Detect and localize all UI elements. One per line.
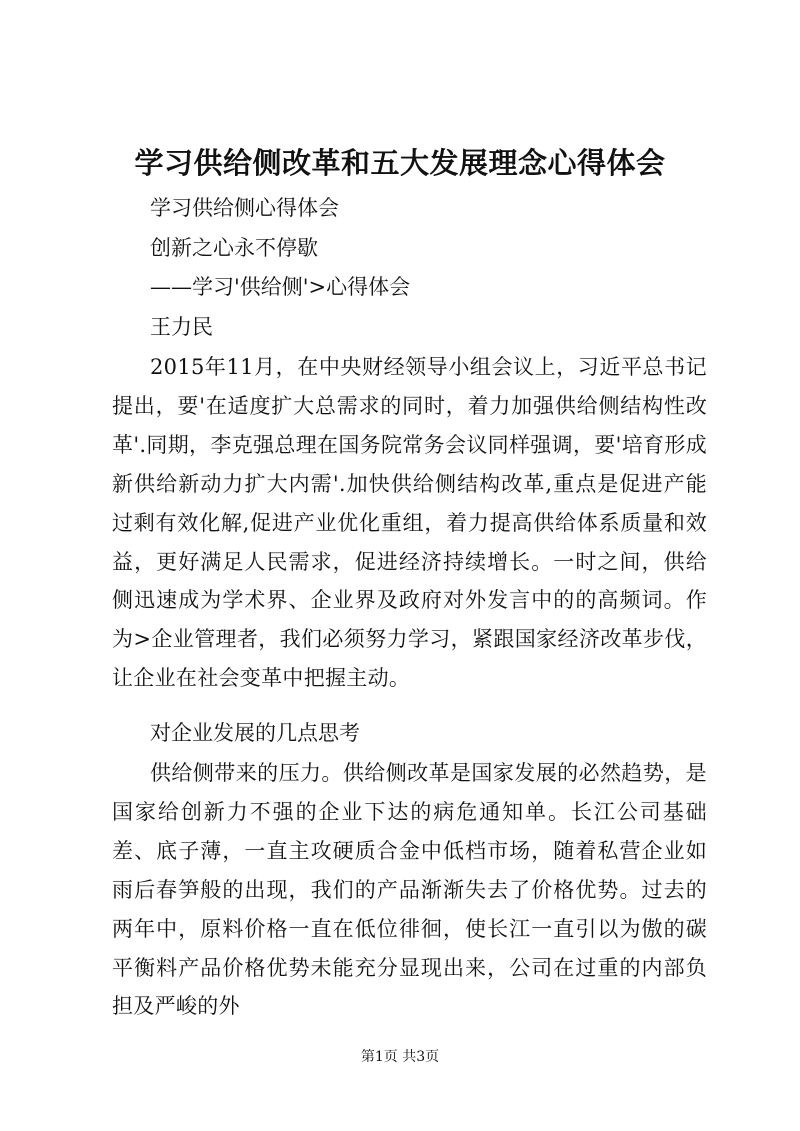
essay-subtitle-line: ——学习'供给侧'>心得体会 [150, 275, 411, 299]
author-line: 王力民 [150, 315, 213, 339]
body-paragraph: 供给侧带来的压力。供给侧改革是国家发展的必然趋势，是国家给创新力不强的企业下达的病危通知单。长江公司基础差、底子薄，一直主攻硬质合金中低档市场，随着私营企业如雨后春笋般的出现，我们的产品渐渐失去了价格优势。过去的两年中，原料价格一直在低位徘徊，使长江一直引以为傲的碳平衡料产品价格优势未能充分显现出来，公司在过重的内部负担及严峻的外 [112, 761, 707, 1019]
section-heading: 对企业发展的几点思考 [150, 721, 360, 745]
page-footer: 第1页 共3页 [360, 1049, 440, 1065]
body-paragraph: 2015年11月，在中央财经领导小组会议上，习近平总书记提出，要'在适度扩大总需求的同时，着力加强供给侧结构性改革'.同期，李克强总理在国务院常务会议同样强调，要'培育形成新供给新动力扩大内需'.加快供给侧结构改革,重点是促进产能过剩有效化解,促进产业优化重组，着力提高供给体系质量和效益，更好满足人民需求，促进经济持续增长。一时之间，供给侧迅速成为学术界、企业界及政府对外发言中的的高频词。作为>企业管理者，我们必须努力学习，紧跟国家经济改革步伐，让企业在社会变革中把握主动。 [112, 355, 707, 691]
subtitle-line: 学习供给侧心得体会 [150, 196, 339, 220]
document-title: 学习供给侧改革和五大发展理念心得体会 [134, 146, 666, 180]
essay-title-line: 创新之心永不停歇 [150, 236, 318, 260]
